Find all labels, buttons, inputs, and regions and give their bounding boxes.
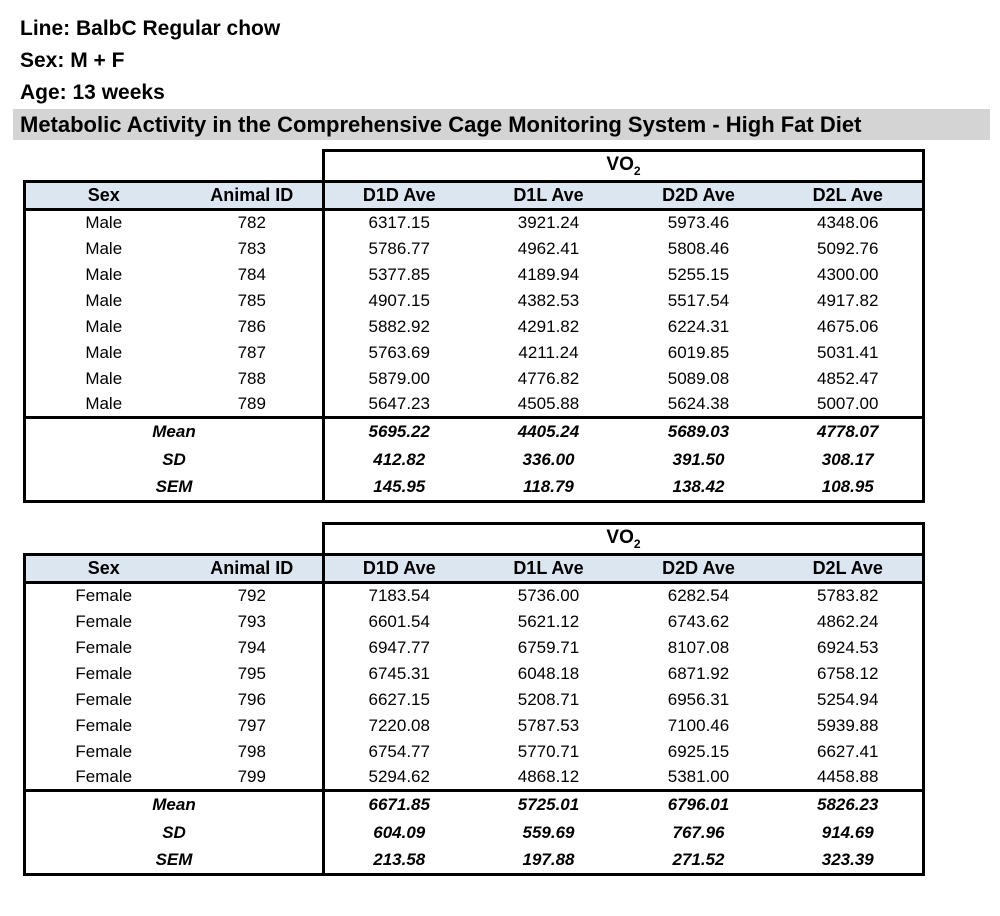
column-header-d2l-ave: D2L Ave — [774, 182, 924, 210]
sex-cell: Female — [25, 739, 182, 765]
sex-cell: Female — [25, 765, 182, 791]
data-row-785 — [25, 288, 924, 314]
value-cell: 5007.00 — [774, 392, 924, 418]
stats-row-sd — [25, 446, 924, 474]
value-cell: 5294.62 — [324, 765, 474, 791]
value-cell: 4189.94 — [517, 264, 580, 284]
stat-value-cell: 5826.23 — [774, 791, 924, 819]
animal-id-cell: 788 — [237, 368, 266, 388]
value-cell: 7100.46 — [667, 715, 730, 735]
animal-id-cell: 792 — [237, 586, 266, 606]
animal-id-cell: 784 — [237, 264, 266, 284]
sex-cell: Male — [25, 210, 182, 236]
data-row-799 — [25, 765, 924, 791]
value-cell: 6627.41 — [774, 739, 924, 765]
sex-cell: Female — [25, 687, 182, 713]
vo2-group-row — [25, 151, 924, 182]
sex-cell: Male — [25, 314, 182, 340]
sex-cell: Female — [25, 635, 182, 661]
stat-label: SD — [25, 446, 324, 474]
column-header-row — [25, 182, 924, 210]
value-cell: 5763.69 — [324, 340, 474, 366]
column-header-row — [25, 555, 924, 583]
animal-id-cell: 786 — [237, 316, 266, 336]
stat-value-cell: 138.42 — [624, 474, 774, 502]
value-cell: 5647.23 — [324, 392, 474, 418]
sex-cell: Male — [25, 236, 182, 262]
value-cell: 4458.88 — [774, 765, 924, 791]
sex-cell: Male — [25, 288, 182, 314]
vo2-column-group-header: $VO_2$ — [324, 524, 924, 555]
stat-label: SEM — [25, 474, 324, 502]
value-cell: 7220.08 — [324, 713, 474, 739]
value-cell: 5377.85 — [324, 262, 474, 288]
stat-value-cell: 6671.85 — [324, 791, 474, 819]
animal-id-cell: 785 — [237, 290, 266, 310]
value-cell: 6317.15 — [324, 210, 474, 236]
value-cell: 4300.00 — [774, 262, 924, 288]
value-cell: 6759.71 — [517, 637, 580, 657]
value-cell: 6282.54 — [667, 586, 730, 606]
animal-id-cell: 789 — [237, 393, 266, 413]
vo2-subscript: 2 — [633, 536, 641, 551]
vo2-column-group-header: $VO_2$ — [324, 151, 924, 182]
sex-cell: Male — [25, 392, 182, 418]
stat-value-cell: 271.52 — [624, 847, 774, 875]
value-cell: 5254.94 — [774, 687, 924, 713]
stat-label: Mean — [25, 418, 324, 446]
stats-row-sem — [25, 847, 924, 875]
tables-section — [0, 149, 1000, 876]
male-vo2-table — [23, 149, 925, 503]
line-info: Line: BalbC Regular chow — [20, 17, 281, 40]
report-title-bar: Metabolic Activity in the Comprehensive Cage Monitoring System - High Fat Diet — [13, 109, 990, 140]
stat-label: Mean — [25, 791, 324, 819]
column-header-sex: Sex — [25, 555, 182, 583]
animal-id-cell: 794 — [237, 637, 266, 657]
value-cell: 6754.77 — [324, 739, 474, 765]
vo2-group-row — [25, 524, 924, 555]
data-row-782 — [25, 210, 924, 236]
stat-value-cell: 559.69 — [522, 822, 575, 842]
data-row-786 — [25, 314, 924, 340]
blank-corner-cell — [25, 151, 324, 182]
column-header-sex: Sex — [25, 182, 182, 210]
column-header-d1d-ave: D1D Ave — [324, 182, 474, 210]
age-info: Age: 13 weeks — [20, 81, 165, 104]
column-header-d2d-ave: D2D Ave — [624, 182, 774, 210]
value-cell: 7183.54 — [324, 583, 474, 609]
stats-row-mean — [25, 418, 924, 446]
value-cell: 5736.00 — [517, 586, 580, 606]
sex-cell: Female — [25, 661, 182, 687]
stat-value-cell: 323.39 — [774, 847, 924, 875]
data-row-797 — [25, 713, 924, 739]
blank-corner-cell — [25, 524, 324, 555]
animal-id-cell: 796 — [237, 689, 266, 709]
stat-label: SEM — [25, 847, 324, 875]
sex-cell: Male — [25, 340, 182, 366]
value-cell: 5882.92 — [324, 314, 474, 340]
value-cell: 4862.24 — [774, 609, 924, 635]
value-cell: 4776.82 — [517, 368, 580, 388]
column-header-d1d-ave: D1D Ave — [324, 555, 474, 583]
data-row-793 — [25, 609, 924, 635]
value-cell: 4868.12 — [517, 766, 580, 786]
value-cell: 5624.38 — [667, 393, 730, 413]
value-cell: 4291.82 — [517, 316, 580, 336]
value-cell: 6019.85 — [667, 342, 730, 362]
value-cell: 5621.12 — [517, 611, 580, 631]
value-cell: 4211.24 — [518, 342, 579, 362]
value-cell: 4852.47 — [774, 366, 924, 392]
stat-value-cell: 391.50 — [672, 449, 725, 469]
stat-label: SD — [25, 819, 324, 847]
sex-cell: Male — [25, 366, 182, 392]
stat-value-cell: 4405.24 — [474, 418, 624, 446]
animal-id-cell: 782 — [237, 213, 266, 233]
sex-cell: Female — [25, 583, 182, 609]
animal-id-cell: 793 — [237, 611, 266, 631]
value-cell: 5879.00 — [324, 366, 474, 392]
vo2-subscript: 2 — [633, 163, 641, 178]
value-cell: 6871.92 — [667, 663, 730, 683]
stats-row-sd — [25, 819, 924, 847]
stat-value-cell: 5689.03 — [624, 418, 774, 446]
value-cell: 8107.08 — [667, 637, 730, 657]
stat-value-cell: 6796.01 — [624, 791, 774, 819]
value-cell: 4675.06 — [774, 314, 924, 340]
stat-value-cell: 108.95 — [774, 474, 924, 502]
value-cell: 6048.18 — [517, 663, 580, 683]
stat-value-cell: 4778.07 — [774, 418, 924, 446]
value-cell: 5255.15 — [667, 264, 730, 284]
stat-value-cell: 412.82 — [324, 446, 474, 474]
value-cell: 6924.53 — [774, 635, 924, 661]
value-cell: 4382.53 — [517, 290, 580, 310]
value-cell: 5031.41 — [774, 340, 924, 366]
data-row-796 — [25, 687, 924, 713]
animal-id-cell: 799 — [237, 766, 266, 786]
animal-id-cell: 797 — [237, 715, 266, 735]
animal-id-cell: 783 — [237, 238, 266, 258]
data-row-795 — [25, 661, 924, 687]
column-header-animal-id: Animal ID — [182, 182, 324, 210]
stat-value-cell: 5695.22 — [324, 418, 474, 446]
value-cell: 4917.82 — [774, 288, 924, 314]
value-cell: 5808.46 — [667, 238, 730, 258]
sex-cell: Female — [25, 713, 182, 739]
data-row-784 — [25, 262, 924, 288]
data-row-798 — [25, 739, 924, 765]
value-cell: 5208.71 — [517, 689, 580, 709]
value-cell: 6601.54 — [324, 609, 474, 635]
value-cell: 6224.31 — [667, 316, 730, 336]
column-header-animal-id: Animal ID — [182, 555, 324, 583]
value-cell: 5973.46 — [667, 213, 730, 233]
stat-value-cell: 604.09 — [324, 819, 474, 847]
stat-value-cell: 145.95 — [324, 474, 474, 502]
value-cell: 6745.31 — [324, 661, 474, 687]
column-header-d2l-ave: D2L Ave — [774, 555, 924, 583]
sex-cell: Female — [25, 609, 182, 635]
animal-id-cell: 787 — [237, 342, 266, 362]
value-cell: 6627.15 — [324, 687, 474, 713]
stat-value-cell: 767.96 — [672, 822, 725, 842]
value-cell: 5092.76 — [774, 236, 924, 262]
value-cell: 6947.77 — [324, 635, 474, 661]
value-cell: 5089.08 — [667, 368, 730, 388]
value-cell: 5939.88 — [774, 713, 924, 739]
sex-info: Sex: M + F — [20, 49, 125, 72]
female-vo2-table — [23, 522, 925, 876]
value-cell: 6956.31 — [667, 689, 730, 709]
value-cell: 6925.15 — [667, 741, 730, 761]
column-header-d1l-ave: D1L Ave — [474, 182, 624, 210]
value-cell: 6758.12 — [774, 661, 924, 687]
stat-value-cell: 336.00 — [522, 449, 575, 469]
column-header-d2d-ave: D2D Ave — [624, 555, 774, 583]
stat-value-cell: 197.88 — [474, 847, 624, 875]
stats-row-mean — [25, 791, 924, 819]
report-meta — [0, 0, 1000, 109]
value-cell: 5517.54 — [667, 290, 730, 310]
stat-value-cell: 118.79 — [474, 474, 624, 502]
value-cell: 4505.88 — [517, 393, 580, 413]
data-row-789 — [25, 392, 924, 418]
data-row-792 — [25, 583, 924, 609]
data-row-788 — [25, 366, 924, 392]
data-row-787 — [25, 340, 924, 366]
stat-value-cell: 213.58 — [324, 847, 474, 875]
animal-id-cell: 798 — [237, 741, 266, 761]
value-cell: 3921.24 — [517, 213, 580, 233]
value-cell: 4962.41 — [517, 238, 580, 258]
value-cell: 5786.77 — [324, 236, 474, 262]
stat-value-cell: 308.17 — [774, 446, 924, 474]
value-cell: 4907.15 — [324, 288, 474, 314]
value-cell: 5783.82 — [774, 583, 924, 609]
data-row-794 — [25, 635, 924, 661]
stats-row-sem — [25, 474, 924, 502]
value-cell: 5770.71 — [517, 741, 580, 761]
sex-cell: Male — [25, 262, 182, 288]
data-row-783 — [25, 236, 924, 262]
animal-id-cell: 795 — [237, 663, 266, 683]
column-header-d1l-ave: D1L Ave — [474, 555, 624, 583]
stat-value-cell: 5725.01 — [474, 791, 624, 819]
value-cell: 5787.53 — [517, 715, 580, 735]
value-cell: 5381.00 — [667, 766, 730, 786]
value-cell: 4348.06 — [774, 210, 924, 236]
stat-value-cell: 914.69 — [774, 819, 924, 847]
value-cell: 6743.62 — [667, 611, 730, 631]
